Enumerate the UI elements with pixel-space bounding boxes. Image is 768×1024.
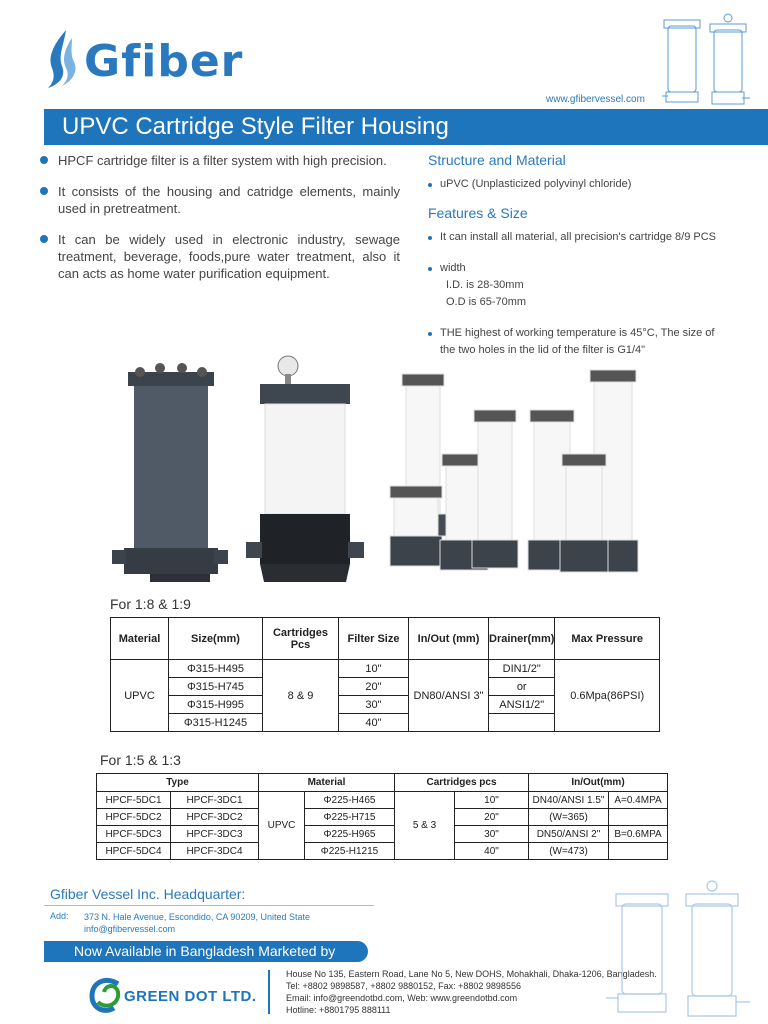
intro-bullet: It consists of the housing and catridge elements, mainly used in pretreatment. bbox=[38, 183, 400, 217]
table-cell: HPCF-3DC4 bbox=[171, 843, 259, 860]
table-cell: 0.6Mpa(86PSI) bbox=[555, 660, 660, 732]
table-cell: UPVC bbox=[111, 660, 169, 732]
water-drop-icon bbox=[44, 28, 84, 90]
table-cell: DIN1/2" bbox=[489, 660, 555, 678]
small-housings-image bbox=[390, 370, 638, 572]
table-header: In/Out (mm) bbox=[409, 618, 489, 660]
width-id: I.D. is 28-30mm bbox=[446, 279, 524, 291]
filter-housing-sketch-icon bbox=[658, 12, 758, 112]
green-dot-logo bbox=[88, 972, 258, 1018]
table-header: Filter Size bbox=[339, 618, 409, 660]
table-row bbox=[97, 826, 668, 843]
table-header: Material bbox=[259, 774, 395, 792]
divider bbox=[44, 905, 374, 906]
table-cell: or bbox=[489, 678, 555, 696]
spec-table-1 bbox=[110, 617, 660, 732]
table2-caption: For 1:5 & 1:3 bbox=[100, 752, 181, 768]
table-cell: 30" bbox=[455, 826, 529, 843]
table-cell: Φ315-H495 bbox=[169, 660, 263, 678]
bullet-dot-icon bbox=[40, 156, 48, 164]
bullet-dot-icon bbox=[428, 267, 432, 271]
features-item-continued: the two holes in the lid of the filter is G1/4" bbox=[440, 344, 646, 356]
table-header: Size(mm) bbox=[169, 618, 263, 660]
contact-hotline: Hotline: +8801795 888111 bbox=[286, 1005, 391, 1015]
bullet-dot-icon bbox=[40, 187, 48, 195]
bangladesh-banner-text: Now Available in Bangladesh Marketed by bbox=[74, 943, 336, 959]
table-cell: Φ225-H1215 bbox=[305, 843, 395, 860]
table-cell: Φ315-H995 bbox=[169, 696, 263, 714]
table-cell: UPVC bbox=[259, 792, 305, 860]
table-header: Cartridges pcs bbox=[395, 774, 529, 792]
table-cell bbox=[609, 809, 668, 826]
table-row bbox=[97, 843, 668, 860]
table-cell: (W=473) bbox=[529, 843, 609, 860]
structure-item: uPVC (Unplasticized polyvinyl chloride) bbox=[428, 176, 763, 193]
table-cell: HPCF-5DC1 bbox=[97, 792, 171, 809]
table-cell: HPCF-5DC3 bbox=[97, 826, 171, 843]
table-cell: Φ315-H745 bbox=[169, 678, 263, 696]
table-header: Drainer(mm) bbox=[489, 618, 555, 660]
table-cell: HPCF-3DC1 bbox=[171, 792, 259, 809]
specs-column bbox=[428, 152, 763, 359]
table-cell: 20" bbox=[455, 809, 529, 826]
contact-phone: Tel: +8802 9898587, +8802 9880152, Fax: +8802 9898556 bbox=[286, 981, 521, 991]
bullet-dot-icon bbox=[428, 236, 432, 240]
features-item: It can install all material, all precision's cartridge 8/9 PCS bbox=[428, 229, 763, 246]
features-item: width bbox=[428, 260, 763, 277]
table-cell: A=0.4MPA bbox=[609, 792, 668, 809]
table-row bbox=[111, 660, 660, 678]
intro-bullet: HPCF cartridge filter is a filter system with high precision. bbox=[38, 152, 400, 169]
table-cell: Φ225-H465 bbox=[305, 792, 395, 809]
table-cell: HPCF-3DC2 bbox=[171, 809, 259, 826]
table-cell: DN50/ANSI 2" bbox=[529, 826, 609, 843]
table-header: Cartridges Pcs bbox=[263, 618, 339, 660]
table-row bbox=[97, 809, 668, 826]
features-item: THE highest of working temperature is 45°C, The size of bbox=[428, 325, 763, 342]
table-row bbox=[97, 792, 668, 809]
table-header: Material bbox=[111, 618, 169, 660]
table-cell: 10" bbox=[455, 792, 529, 809]
website-link[interactable]: www.gfibervessel.com bbox=[546, 94, 645, 105]
hq-address: 373 N. Hale Avenue, Escondido, CA 90209, United State bbox=[84, 912, 310, 922]
table-cell: 8 & 9 bbox=[263, 660, 339, 732]
table-cell: Φ225-H965 bbox=[305, 826, 395, 843]
table-cell: B=0.6MPA bbox=[609, 826, 668, 843]
vertical-divider bbox=[268, 970, 270, 1014]
intro-bullets bbox=[38, 152, 400, 296]
gfiber-logo bbox=[44, 28, 274, 94]
hq-heading: Gfiber Vessel Inc. Headquarter: bbox=[50, 886, 246, 902]
table-cell: (W=365) bbox=[529, 809, 609, 826]
table-cell: HPCF-5DC4 bbox=[97, 843, 171, 860]
width-od: O.D is 65-70mm bbox=[446, 296, 527, 308]
contact-email-web[interactable]: Email: info@greendotbd.com, Web: www.greendotbd.com bbox=[286, 993, 518, 1003]
table-cell: Φ225-H715 bbox=[305, 809, 395, 826]
filter-housing-sketch-icon bbox=[600, 880, 760, 1024]
table-cell: HPCF-3DC3 bbox=[171, 826, 259, 843]
brand-name: Gfiber bbox=[84, 36, 244, 87]
bullet-dot-icon bbox=[40, 235, 48, 243]
table-cell bbox=[609, 843, 668, 860]
table-cell: 20" bbox=[339, 678, 409, 696]
table-cell bbox=[489, 714, 555, 732]
table-cell: 5 & 3 bbox=[395, 792, 455, 860]
table-cell: ANSI1/2" bbox=[489, 696, 555, 714]
table-cell: DN40/ANSI 1.5" bbox=[529, 792, 609, 809]
table-header: Max Pressure bbox=[555, 618, 660, 660]
title-banner bbox=[44, 109, 768, 145]
table-cell: 10" bbox=[339, 660, 409, 678]
table-header: In/Out(mm) bbox=[529, 774, 668, 792]
page-title: UPVC Cartridge Style Filter Housing bbox=[62, 113, 449, 140]
spec-table-2 bbox=[96, 773, 668, 860]
gauge-housing-image bbox=[246, 356, 364, 582]
green-dot-name: GREEN DOT LTD. bbox=[124, 988, 257, 1005]
hq-address-block bbox=[84, 911, 310, 935]
bullet-dot-icon bbox=[428, 183, 432, 187]
table-header: Type bbox=[97, 774, 259, 792]
contact-address: House No 135, Eastern Road, Lane No 5, New DOHS, Mohakhali, Dhaka-1206, Bangladesh. bbox=[286, 969, 657, 979]
green-dot-swirl-icon bbox=[88, 974, 124, 1018]
address-label: Add: bbox=[50, 911, 69, 921]
table-cell: 40" bbox=[339, 714, 409, 732]
bangladesh-banner bbox=[44, 941, 368, 962]
table-cell: Φ315-H1245 bbox=[169, 714, 263, 732]
table-cell: 40" bbox=[455, 843, 529, 860]
dark-housing-image bbox=[112, 363, 228, 582]
features-heading: Features & Size bbox=[428, 205, 528, 221]
hq-email[interactable]: info@gfibervessel.com bbox=[84, 924, 176, 934]
table-cell: 30" bbox=[339, 696, 409, 714]
intro-bullet: It can be widely used in electronic industry, sewage treatment, beverage, foods,pure water treatment, also it can acts as home water purification equipment. bbox=[38, 231, 400, 282]
table1-caption: For 1:8 & 1:9 bbox=[110, 596, 191, 612]
structure-heading: Structure and Material bbox=[428, 152, 566, 168]
bullet-dot-icon bbox=[428, 332, 432, 336]
table-cell: DN80/ANSI 3" bbox=[409, 660, 489, 732]
product-photo bbox=[110, 350, 670, 586]
table-cell: HPCF-5DC2 bbox=[97, 809, 171, 826]
